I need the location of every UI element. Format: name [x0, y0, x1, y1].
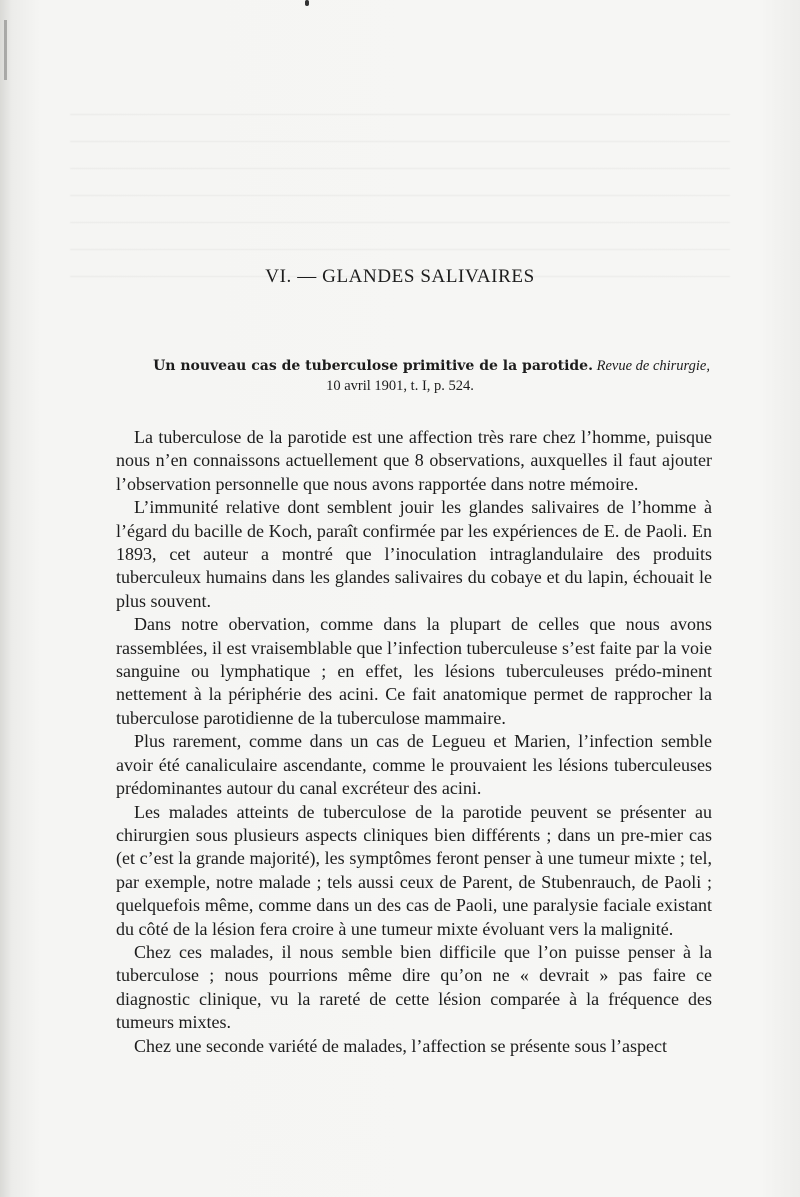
paragraph: Dans notre obervation, comme dans la plupart de celles que nous avons rassemblées, il est vraisemblable que l’infection tuberculeuse s’est faite par la voie sanguine ou lymphatique ; en effet, les lésions tuberculeuses prédo-minent nettement à la périphérie des acini. Ce fait anatomique permet de rapprocher la tuberculose parotidienne de la tuberculose mammaire.: [116, 614, 712, 728]
reference-journal: Revue de chirurgie,: [596, 358, 710, 374]
paragraph: Chez une seconde variété de malades, l’affection se présente sous l’aspect: [134, 1035, 667, 1056]
reference-details: 10 avril 1901, t. I, p. 524.: [326, 378, 474, 394]
section-heading: VI. — GLANDES SALIVAIRES: [265, 266, 535, 287]
gutter-shadow: [4, 20, 7, 80]
paragraph: L’immunité relative dont semblent jouir les glandes salivaires de l’homme à l’égard du bacille de Koch, paraît confirmée par les expériences de E. de Paoli. En 1893, cet auteur a montré que l’inoculation intraglandulaire des produits tuberculeux humains dans les glandes salivaires du cobaye et du lapin, échouait le plus souvent.: [116, 497, 712, 611]
reference-title: Un nouveau cas de tuberculose primitive de la parotide.: [153, 358, 593, 374]
paragraph: Chez ces malades, il nous semble bien difficile que l’on puisse penser à la tuberculose ; nous pourrions même dire qu’on ne « devrait » pas faire ce diagnostic clinique, vu la rareté de cette lésion comparée à la fréquence des tumeurs mixtes.: [116, 941, 712, 1033]
body-text: [116, 426, 712, 1058]
reference-line: [110, 358, 710, 375]
paragraph: Plus rarement, comme dans un cas de Legueu et Marien, l’infection semble avoir été canaliculaire ascendante, comme le prouvaient les lésions tuberculeuses prédominantes autour du canal excréteur des acini.: [116, 731, 712, 799]
scan-mark: [305, 0, 309, 6]
paragraph: Les malades atteints de tuberculose de la parotide peuvent se présenter au chirurgien sous plusieurs aspects cliniques bien différents ; dans un pre-mier cas (et c’est la grande majorité), les symptômes feront penser à une tumeur mixte ; tel, par exemple, notre malade ; tels aussi ceux de Parent, de Stubenrauch, de Paoli ; quelquefois même, comme dans un des cas de Paoli, une paralysie faciale existant du côté de la lésion fera croire à une tumeur mixte évoluant vers la malignité.: [116, 801, 712, 939]
paragraph: La tuberculose de la parotide est une affection très rare chez l’homme, puisque nous n’en connaissons actuellement que 8 observations, auxquelles il faut ajouter l’observation personnelle que nous avons rapportée dans notre mémoire.: [116, 427, 712, 494]
